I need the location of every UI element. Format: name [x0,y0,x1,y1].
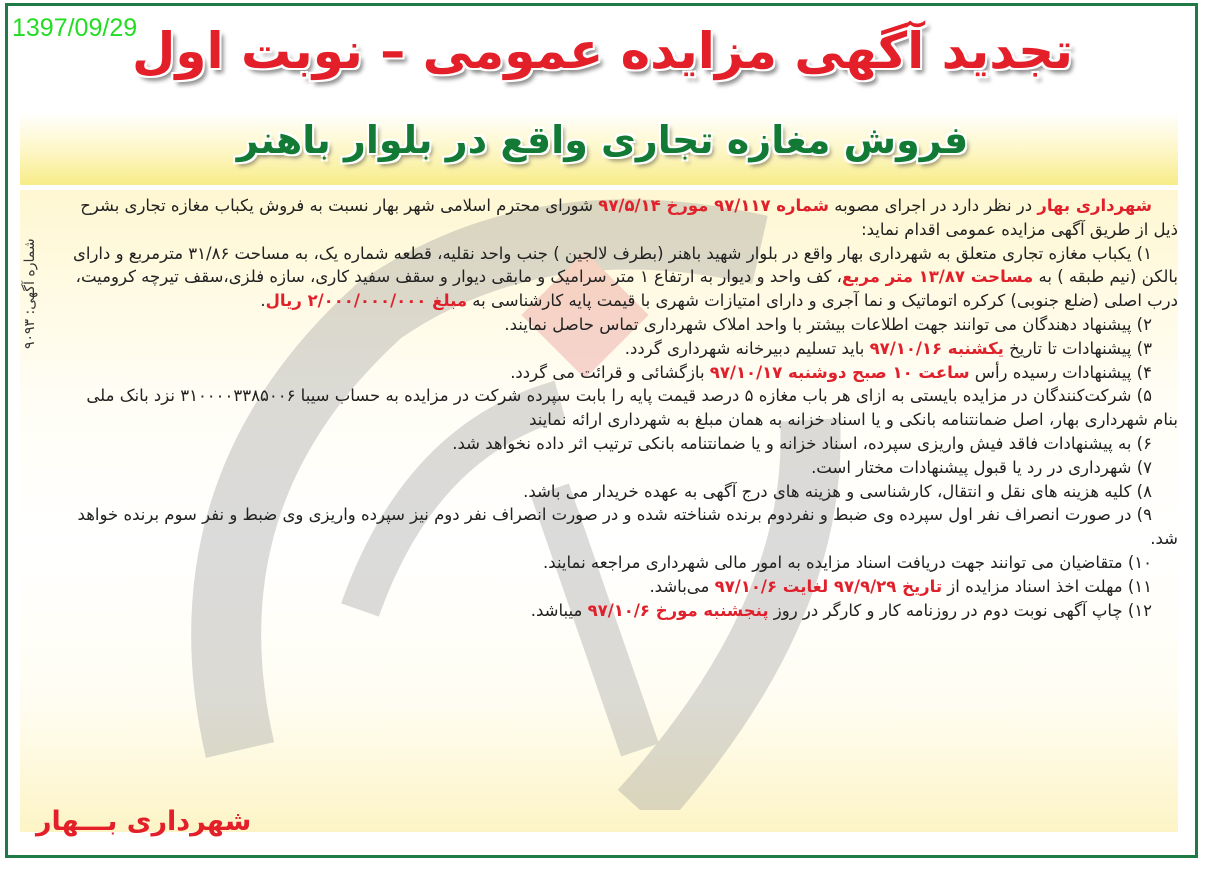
condition-item-9: ۹) در صورت انصراف نفر اول سپرده وی ضبط و نفردوم برنده شناخته شده و در صورت انصراف نفر دوم نیز سپرده واریزی وی ضبط و نفر سوم برنده خواهد شد. [77,505,1178,549]
resolution-ref: شماره ۹۷/۱۱۷ مورخ ۹۷/۵/۱۴ [598,196,830,215]
condition-item-10: ۱۰) متقاضیان می توانند جهت دریافت اسناد مزایده به امور مالی شهرداری مراجعه نمایند. [543,552,1152,572]
document-period: تاریخ ۹۷/۹/۲۹ لغایت ۹۷/۱۰/۶ [714,576,943,596]
submission-deadline: یکشنبه ۹۷/۱۰/۱۶ [869,338,1004,358]
condition-item-1: ۱) یکباب مغازه تجاری متعلق به شهرداری بهار واقع در بلوار شهید باهنر (بطرف لالجین ) جنب واحد نقلیه، قطعه شماره یک، به مساحت ۳۱/۸۶ مترمربع و دارای بالکن (نیم طبقه ) به مساحت ۱۳/۸۷ متر مربع، کف واحد و دیوار به ارتفاع ۱ متر سرامیک و مابقی دیوار و سقف سفید کاری، سازه فلزی،سقف تیرچه کرومیت، درب اصلی (ضلع جنوبی) کرکره اتوماتیک و نما آجری و دارای امتیازات شهری با قیمت پایه کارشناسی به مبلغ ۲/۰۰۰/۰۰۰/۰۰۰ ریال. [72,243,1178,311]
second-print-date: پنجشنبه مورخ ۹۷/۱۰/۶ [587,600,769,620]
notice-subtitle: فروش مغازه تجاری واقع در بلوار باهنر [236,118,969,162]
condition-item-6: ۶) به پیشنهادات فاقد فیش واریزی سپرده، اسناد خزانه و یا ضمانتنامه بانکی ترتیب اثر داده نخواهد شد. [452,433,1152,453]
condition-item-11: ۱۱) مهلت اخذ اسناد مزایده از تاریخ ۹۷/۹/۲۹ لغایت ۹۷/۱۰/۶ می‌باشد. [649,576,1152,596]
condition-item-3: ۳) پیشنهادات تا تاریخ یکشنبه ۹۷/۱۰/۱۶ باید تسلیم دبیرخانه شهرداری گردد. [624,338,1152,358]
opening-time: ساعت ۱۰ صبح دوشنبه ۹۷/۱۰/۱۷ [709,362,970,382]
notice-number: شماره آگهی: ۹۰۹۳ [22,238,38,350]
base-price: مبلغ ۲/۰۰۰/۰۰۰/۰۰۰ ریال [265,291,468,311]
balcony-area: مساحت ۱۳/۸۷ متر مربع [842,267,1034,287]
publication-date: 1397/09/29 [12,14,138,42]
condition-item-12: ۱۲) چاپ آگهی نوبت دوم در روزنامه کار و کارگر در روز پنجشنبه مورخ ۹۷/۱۰/۶ میباشد. [530,600,1152,620]
notice-title: تجدید آگهی مزایده عمومی – نوبت اول [132,22,1073,80]
condition-item-4: ۴) پیشنهادات رسیده رأس ساعت ۱۰ صبح دوشنبه ۹۷/۱۰/۱۷ بازگشائی و قرائت می گردد. [510,362,1152,382]
condition-item-2: ۲) پیشنهاد دهندگان می توانند جهت اطلاعات بیشتر با واحد املاک شهرداری تماس حاصل نمایند. [504,314,1152,334]
notice-body [60,194,1178,622]
org-name: شهرداری بهار [1037,196,1152,215]
signature: شهرداری بـــهار [36,806,252,837]
condition-item-8: ۸) کلیه هزینه های نقل و انتقال، کارشناسی و هزینه های درج آگهی به عهده خریدار می باشد. [523,481,1152,501]
condition-item-7: ۷) شهرداری در رد یا قبول پیشنهادات مختار است. [811,457,1152,477]
intro-paragraph: شهرداری بهار در نظر دارد در اجرای مصوبه شماره ۹۷/۱۱۷ مورخ ۹۷/۵/۱۴ شورای محترم اسلامی شهر بهار نسبت به فروش یکباب مغازه تجاری بشرح ذیل از طریق آگهی مزایده عمومی اقدام نماید: [80,196,1178,239]
condition-item-5: ۵) شرکت‌کنندگان در مزایده بایستی به ازای هر باب مغازه ۵ درصد قیمت پایه را بابت سپرده شرکت در مزایده به حساب سیبا ۳۱۰۰۰۰۳۳۸۵۰۰۶ نزد بانک ملی بنام شهرداری بهار، اصل ضمانتنامه بانکی و یا اسناد خزانه به همان مبلغ به شهرداری ارائه نمایند [86,386,1178,430]
